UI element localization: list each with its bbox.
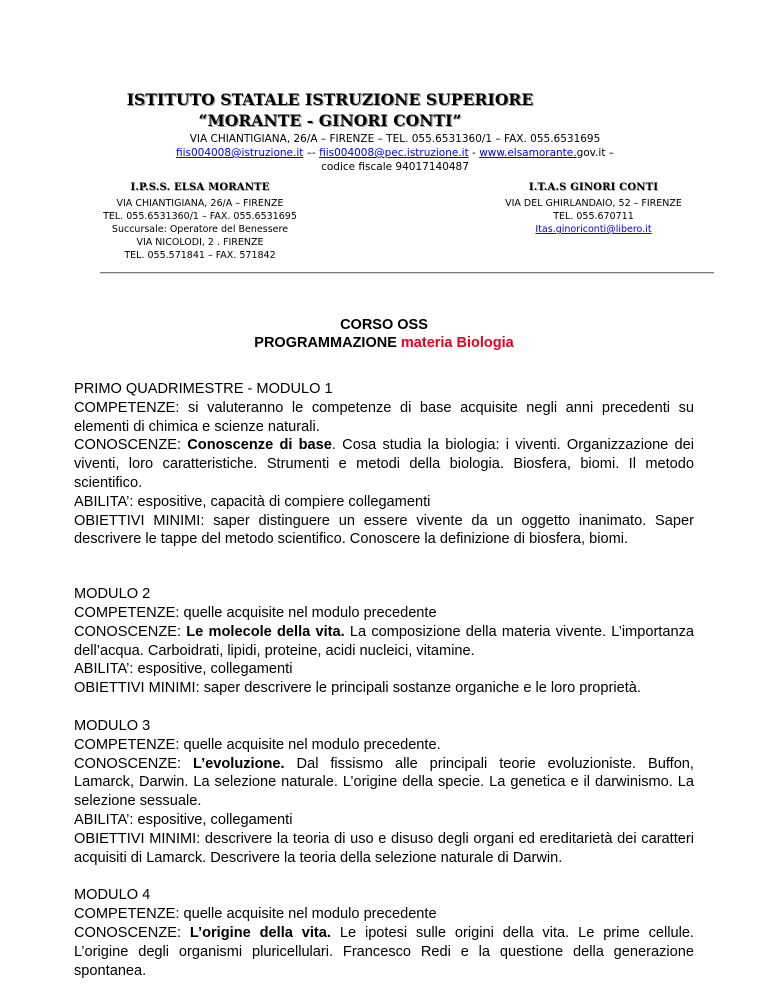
- conoscenze-text: [74, 755, 694, 811]
- conoscenze-topic: L’origine della vita.: [189, 924, 331, 941]
- abilita-text: ABILITA’: espositive, capacità di compiere collegamenti: [74, 493, 431, 510]
- module-heading: PRIMO QUADRIMESTRE - MODULO 1: [74, 381, 333, 397]
- conoscenze-topic: Conoscenze di base: [187, 437, 332, 454]
- abilita-text: ABILITA’: espositive, collegamenti: [74, 661, 293, 678]
- institute-title: ISTITUTO STATALE ISTRUZIONE SUPERIORE: [126, 90, 534, 109]
- left-school-line: VIA CHIANTIGIANA, 26/A – FIRENZE: [116, 198, 284, 209]
- module-section: [74, 380, 694, 549]
- pec-email-link[interactable]: fiis004008@pec.istruzione.it: [319, 147, 469, 159]
- right-school-name: I.T.A.S GINORI CONTI: [528, 182, 659, 193]
- conoscenze-label: CONOSCENZE:: [74, 437, 188, 454]
- right-school-line: VIA DEL GHIRLANDAIO, 52 – FIRENZE: [505, 198, 682, 209]
- left-school-line: TEL. 055.6531360/1 – FAX. 055.6531695: [103, 211, 297, 222]
- institute-address: VIA CHIANTIGIANA, 26/A – FIRENZE – TEL. 055.6531360/1 – FAX. 055.6531695: [189, 133, 601, 145]
- competenze-text: COMPETENZE: quelle acquisite nel modulo precedente.: [74, 736, 441, 753]
- competenze-text: COMPETENZE: quelle acquisite nel modulo precedente: [74, 604, 437, 621]
- separator: -: [468, 147, 480, 159]
- module-section: [74, 886, 694, 980]
- institute-contacts: [0, 146, 768, 160]
- header-divider: [100, 272, 714, 274]
- left-school-line: TEL. 055.571841 – FAX. 571842: [124, 250, 276, 261]
- conoscenze-description: La composizione della materia vivente. L’importanza dell’acqua. Carboidrati, lipidi, proteine, acidi nucleici, vitamine.: [74, 623, 695, 659]
- competenze-text: COMPETENZE: si valuteranno le competenze di base acquisite negli anni precedenti su elementi di chimica e scienze naturali.: [74, 399, 694, 435]
- subject-label: materia Biologia: [400, 335, 514, 351]
- conoscenze-topic: Le molecole della vita.: [186, 623, 345, 640]
- obiettivi-text: OBIETTIVI MINIMI: saper distinguere un essere vivente da un oggetto inanimato. Saper descrivere le tappe del metodo scientifico. Conoscere la definizione di biosfera, biomi.: [74, 512, 694, 548]
- conoscenze-text: [74, 924, 694, 980]
- conoscenze-description: . Cosa studia la biologia: i viventi. Organizzazione dei viventi, loro caratteristiche. Strumenti e metodi della biologia. Biosfera, biomi. Il metodo scientifico.: [74, 437, 694, 491]
- left-school-line: VIA NICOLODI, 2 . FIRENZE: [136, 237, 264, 248]
- right-school-block: [486, 181, 701, 236]
- conoscenze-label: CONOSCENZE:: [74, 623, 187, 640]
- left-school-block: [100, 181, 300, 262]
- obiettivi-text: OBIETTIVI MINIMI: saper descrivere le principali sostanze organiche e le loro proprietà.: [74, 680, 641, 697]
- module-section: [74, 717, 694, 867]
- conoscenze-description: Le ipotesi sulle origini della vita. Le prime cellule. L’origine degli organismi pluricellulari. Francesco Redi e la questione della generazione spontanea.: [74, 924, 694, 979]
- program-label: PROGRAMMAZIONE: [254, 335, 397, 351]
- right-school-email-link[interactable]: Itas.ginoriconti@libero.it: [535, 224, 652, 235]
- module-heading: MODULO 2: [74, 586, 151, 603]
- website-link[interactable]: www.elsamorante.: [479, 147, 577, 159]
- separator: –-: [303, 147, 320, 159]
- left-school-name: I.P.S.S. ELSA MORANTE: [130, 182, 270, 193]
- module-section: [74, 585, 694, 698]
- email-link[interactable]: fiis004008@istruzione.it: [175, 147, 304, 159]
- institute-subtitle: “MORANTE - GINORI CONTI”: [198, 111, 462, 130]
- fiscal-code: codice fiscale 94017140487: [321, 161, 469, 173]
- conoscenze-text: [74, 623, 694, 661]
- program-body: [74, 380, 694, 980]
- conoscenze-label: CONOSCENZE:: [74, 924, 190, 941]
- conoscenze-text: [74, 436, 694, 492]
- right-school-line: TEL. 055.670711: [553, 211, 634, 222]
- competenze-text: COMPETENZE: quelle acquisite nel modulo precedente: [74, 906, 437, 923]
- module-heading: MODULO 3: [74, 717, 151, 734]
- module-heading: MODULO 4: [74, 887, 151, 904]
- abilita-text: ABILITA’: espositive, collegamenti: [74, 811, 293, 828]
- obiettivi-text: OBIETTIVI MINIMI: descrivere la teoria di uso e disuso degli organi ed ereditarietà dei caratteri acquisiti di Lamarck. Descrivere la teoria della selezione naturale di Darwin.: [74, 830, 694, 866]
- left-school-line: Succursale: Operatore del Benessere: [111, 224, 289, 235]
- conoscenze-description: Dal fissismo alle principali teorie evoluzioniste. Buffon, Lamarck, Darwin. La selezione naturale. L’origine della specie. La genetica e il darwinismo. La selezione sessuale.: [74, 755, 694, 810]
- course-title: CORSO OSS: [340, 317, 428, 333]
- conoscenze-topic: L’evoluzione.: [192, 755, 285, 772]
- website-tail: gov.it –: [576, 147, 615, 159]
- conoscenze-label: CONOSCENZE:: [74, 755, 193, 772]
- program-title: [0, 335, 768, 351]
